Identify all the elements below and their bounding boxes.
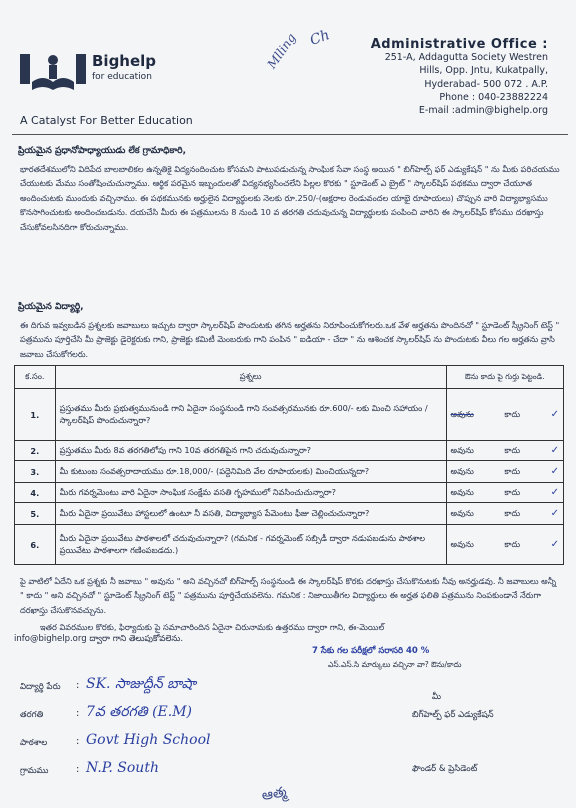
table-row xyxy=(15,389,564,441)
contact-email: info@bighelp.org ద్వారా గాని తెలుపుకోవలెను. xyxy=(14,634,184,644)
field-value: SK. సాజుద్దీన్ బాషా xyxy=(86,676,197,692)
checkmark-icon: ✓ xyxy=(550,409,559,420)
field-school xyxy=(20,732,340,758)
row-number: 1. xyxy=(15,389,56,441)
student-salutation: ప్రియమైన విద్యార్థి, xyxy=(18,302,84,312)
bottom-signature: ఆత్మ xyxy=(260,783,288,805)
checkmark-icon: ✓ xyxy=(550,487,559,498)
salutation: ప్రియమైన ప్రధానోపాధ్యాయుడు లేక గ్రామాధికారి, xyxy=(18,146,187,156)
table-row xyxy=(15,483,564,503)
eligibility-note: పై వాటిలో ఏదేని ఒక ప్రశ్నకు నీ జవాబు " అవును " అని వచ్చినచో బిగ్‌హెల్ప్ సంస్థనుండి ఈ స్కాలర్‌షిప్ కొరకు దరఖాస్తు చేసుకొనుటకు నీవు అనర్హుడవు. నీ జవాబులు అన్నీ " కాదు " అని వచ్చినచో " స్టూడెంట్ స్క్రీనింగ్ టెస్ట్ " పత్రమును పూర్తిచేయవలెను. గమనిక : నిజాయితీగల విద్యార్థులు ఈ అర్హత ఫలితి పత్రమును నింపకుండానే నేరుగా దరఖాస్తు చేసుకొనవచ్చును. xyxy=(20,576,557,615)
field-class xyxy=(20,704,340,730)
row-question: ప్రస్తుతము మీరు 8వ తరగతిలోపు గాని 10వ తరగతిపైన గాని చదువుచున్నారా? xyxy=(55,441,446,461)
table-header-row xyxy=(15,366,564,389)
header-divider xyxy=(12,134,568,135)
row-question: మీరు గవర్నమెంటు వారి ఏదైనా సాంఘిక సంక్షేమ వసతి గృహములో నివసించుచున్నారా? xyxy=(55,483,446,503)
office-line: Hyderabad- 500 072 . A.P. xyxy=(424,78,548,90)
office-line: 251-A, Addagutta Society Westren xyxy=(384,52,548,64)
row-question: మీరు ఏదైనా ప్రయివేటు హాస్టలులో ఉంటూ నీ వసతి, విద్యాభ్యాస పేమెంటు ఫీజు చెల్లించుచున్నారా? xyxy=(55,503,446,525)
handwritten-note: 7 సేకు గల పరీక్షలో సరాసరి 40 % xyxy=(312,646,430,656)
handwritten-initials: Mlling xyxy=(264,30,299,72)
sign-title: ఫౌండర్ & ప్రెసిడెంట్ xyxy=(412,764,478,774)
row-answer xyxy=(446,461,563,483)
table-row xyxy=(15,525,564,565)
field-value: N.P. South xyxy=(86,760,159,776)
percent-question: ఎస్.ఎస్.సి మార్కులు వచ్చినా వా? ఔను/కాదు xyxy=(328,660,462,669)
student-paragraph: ఈ దిగువ ఇవ్వబడిన ప్రశ్నలకు జవాబులు ఇచ్చుట ద్వారా స్కాలర్‌షిప్ పొందుటకు తగిన అర్హతను నిరూపించుకోగలరు.ఒక వేళ అర్హతను పొందినచో " స్టూడెంట్ స్క్రీనింగ్ టెస్ట్ " పత్రమును పూర్తిచేసి మీ ప్రాజెక్టు డైరెక్టరుకు గాని, ప్రాజెక్టు కమిటీ మెంబరుకు గాని పంపిన " ఐడియా - చేదా " ను ఆశించక స్కాలర్‌షిప్ ను పొందుటకు వీలు గల అర్హతను వ్రాసి జవాబు చేసుకోగలరు. xyxy=(20,320,560,359)
field-colon: : xyxy=(76,736,80,747)
row-answer xyxy=(446,483,563,503)
row-answer xyxy=(446,441,563,461)
answer-no: కాదు xyxy=(504,486,521,497)
field-label: పాఠశాల xyxy=(20,738,48,748)
answer-yes: అవును xyxy=(450,507,474,518)
tagline: A Catalyst For Better Education xyxy=(20,114,193,127)
sign-yours: మీ xyxy=(432,692,441,702)
answer-no: కాదు xyxy=(504,465,521,476)
answer-no: కాదు xyxy=(504,507,521,518)
row-question: మీరు ఏదైనా ప్రయివేటు పాఠశాలలో చదువుచున్నారా? (గమనిక - గవర్నమెంట్ సబ్సిడీ ద్వారా నడుపబడును పాఠశాల ప్రయివేటు పాఠశాలగా గణింపబడదు.) xyxy=(55,525,446,565)
row-question: ప్రస్తుతము మీరు ప్రభుత్వమునుండి గాని ఏదైనా సంస్థనుండి గాని సంవత్సరమునకు రూ.600/- లకు మించి సహాయం / స్కాలర్‌షిప్ పొందుచున్నారా? xyxy=(55,389,446,441)
row-number: 3. xyxy=(15,461,56,483)
checkmark-icon: ✓ xyxy=(550,445,559,456)
field-value: 7వ తరగతి (E.M) xyxy=(86,704,192,720)
checkmark-icon: ✓ xyxy=(550,539,559,550)
bighelp-logo xyxy=(18,48,88,96)
sign-org: బిగ్‌హెల్ప్ ఫర్ ఎడ్యుకేషన్ xyxy=(412,710,494,720)
row-answer xyxy=(446,503,563,525)
field-label: తరగతి xyxy=(20,710,44,720)
office-phone: Phone : 040-23882224 xyxy=(439,91,548,103)
answer-no: కాదు xyxy=(504,444,521,455)
row-number: 4. xyxy=(15,483,56,503)
field-colon: : xyxy=(76,680,80,691)
field-colon: : xyxy=(76,764,80,775)
answer-yes: అవును xyxy=(450,444,474,455)
col-answer: ఔను కాదు పై గుర్తు పెట్టండి. xyxy=(446,366,563,389)
brand-subtitle: for education xyxy=(92,72,152,82)
handwritten-mark: Ch xyxy=(307,27,332,49)
row-number: 2. xyxy=(15,441,56,461)
row-number: 6. xyxy=(15,525,56,565)
row-number: 5. xyxy=(15,503,56,525)
table-row xyxy=(15,461,564,483)
intro-paragraph: భారతదేశములోని విదిపేద బాలబాలికల ఉన్నతికై విద్యనందించుట కోసమని పాటుపడుచున్న సాంఘిక సేవా సంస్థ అయిన " బిగ్‌హెల్ప్ ఫర్ ఎడ్యుకేషన్ " ను మీకు పరిచయము చేయుటకు మేము సంతోషించుచున్నాము. ఆర్థిక పరమైన ఇబ్బందులతో విద్యనభ్యసించలేని పిల్లల కొరకు " స్టూడెంట్ ఎ బ్రైట్ " స్కాలర్‌షిప్ పథకము ద్వారా చేయూత అందించుటకు ముందుకు వచ్చినాము. ఈ పథకమునకు అర్హులైన విద్యార్థులకు నెలకు రూ.250/-(అక్షరాల రెండువందల యాభై రూపాయలు) చొప్పున వారి విద్యాభ్యాసము కొనసాగించుటకు అందించబడును. దయచేసి మీరు ఈ పత్రములను 8 నుండి 10 వ తరగతి చదువుచున్న విద్యార్థులకు పంపించి వారిని ఈ స్కాలర్‌షిప్ కోసము దరఖాస్తు చేసుకోవలసినదిగా కోరుచున్నాము. xyxy=(20,164,560,232)
row-answer xyxy=(446,525,563,565)
checkmark-icon: ✓ xyxy=(550,508,559,519)
more-info: ఇతర వివరముల కొరకు, ఫిర్యాదుకు పై సమాచారిందిన ఏదైనా చిరునామకు ఉత్తరము ద్వారా గాని, ఈ-మెయిల్ xyxy=(40,622,385,632)
office-address xyxy=(358,38,548,117)
office-line: Hills, Opp. Jntu, Kukatpally, xyxy=(419,65,548,77)
col-number: క.సం. xyxy=(15,366,56,389)
office-email: E-mail :admin@bighelp.org xyxy=(418,105,548,117)
eligibility-table xyxy=(14,365,564,565)
answer-no: కాదు xyxy=(504,538,521,549)
brand-name: Bighelp xyxy=(92,52,157,70)
table-row xyxy=(15,441,564,461)
row-answer xyxy=(446,389,563,441)
row-question: మీ కుటుంబ సంవత్సరాదాయము రూ.18,000/- (పద్దెనిమిది వేల రూపాయలకు) మించియున్నదా? xyxy=(55,461,446,483)
col-question: ప్రశ్నలు xyxy=(55,366,446,389)
field-value: Govt High School xyxy=(86,732,211,748)
answer-yes: అవును xyxy=(450,408,474,419)
field-student-name xyxy=(20,676,340,702)
answer-no: కాదు xyxy=(504,408,521,419)
table-row xyxy=(15,503,564,525)
answer-yes: అవును xyxy=(450,486,474,497)
checkmark-icon: ✓ xyxy=(550,466,559,477)
field-colon: : xyxy=(76,708,80,719)
answer-yes: అవును xyxy=(450,538,474,549)
office-title: Administrative Office : xyxy=(370,37,548,52)
answer-yes: అవును xyxy=(450,465,474,476)
field-label: విద్యార్థి పేరు xyxy=(20,682,61,692)
field-label: గ్రామము xyxy=(20,766,49,776)
field-village xyxy=(20,760,340,786)
